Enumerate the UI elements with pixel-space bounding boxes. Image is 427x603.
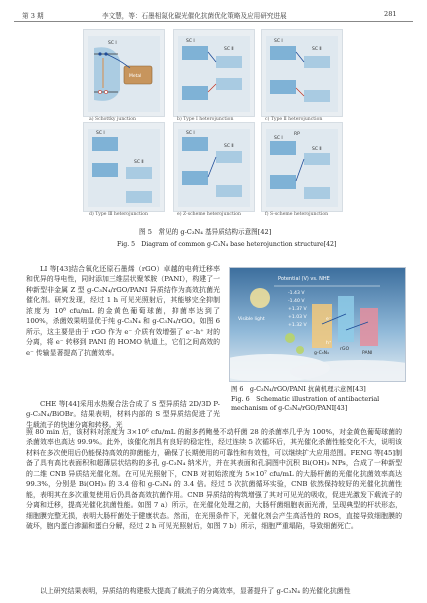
fig5-panel-d <box>83 122 165 212</box>
fig5-panel-e <box>173 122 255 212</box>
fig6-potential-1: -1.43 V <box>288 291 305 296</box>
fig5-label-a: a) Schottky junction <box>89 117 136 122</box>
body-paragraph-che: CHE 等[44]采用水热聚合法合成了 S 型异质结 2D/3D P-g-C₃N₄/BiOBr。结果表明，材料内部的 S 型异质结促进了光生载流子的快速分离和转移。光 <box>26 400 220 429</box>
fig6-potential-3: +1.37 V <box>288 307 307 312</box>
fig5-label-b: b) Type Ⅰ heterojunction <box>177 117 234 122</box>
fig5-f-sc2: SC Ⅱ <box>312 147 322 152</box>
fig6-rgo-label: rGO <box>340 347 350 352</box>
fig5-c-sc2: SC Ⅱ <box>312 47 322 52</box>
body-paragraph-li: LI 等[43]结合氧化还原石墨烯（rGO）卓越的电荷迁移率和优异的导电性，同时添加三维层状聚苯胺（PANI），构建了一种新型非金属 Z 型 g-C₃N₄/rGO/PANI 异质结作为高效抗菌光催化剂。研究发现，经过 1 h 可见光照射后，其能够完全抑制浓度为 10⁸ cfu/mL 的金黄色葡萄球菌，抑菌率达到了 100%，杀菌效果明显优于纯 g-C₃N₄ 和 g-C₃N₄/rGO。如图 6 所示，这主要是由于 rGO 作为 e⁻ 介质有效增强了 e⁻-h⁺ 对的分离，将 e⁻ 转移到 PANI 的 HOMO 轨道上，它们之间高效的 e⁻ 传输显著提高了抗菌效率。 <box>26 265 220 357</box>
fig5-f-rp: RP <box>294 132 300 137</box>
fig6-pani-label: PANI <box>362 351 373 356</box>
fig5-label-c: c) Type Ⅱ heterojunction <box>265 117 323 122</box>
fig5-label-f: f) S-scheme heterojunction <box>265 212 329 217</box>
fig5-e-sc1: SC Ⅰ <box>186 131 195 136</box>
page-number: 281 <box>384 10 397 18</box>
fig6-image <box>229 267 406 382</box>
fig6-caption-cn: 图 6 g-C₃N₄/rGO/PANI 抗菌机理示意图[43] <box>231 385 366 393</box>
fig6-potential-5: +1.32 V <box>288 323 307 328</box>
fig6-potential-4: +1.03 V <box>288 315 307 320</box>
fig5-panel-a <box>83 29 165 117</box>
fig5-a-sc1: SC Ⅰ <box>108 41 117 46</box>
fig5-d-sc1: SC Ⅰ <box>96 131 105 136</box>
fig6-caption-en: Fig. 6 Schematic illustration of antibacterial mechanism of g-C₃N₄/rGO/PANI[43] <box>231 395 380 412</box>
fig5-f-sc1: SC Ⅰ <box>274 136 283 141</box>
fig6-light-label: Visible light <box>238 317 265 322</box>
fig6-electron-label: e⁻ <box>326 317 332 322</box>
body-paragraph-conclusion: 以上研究结果表明，异质结的构建极大提高了载流子的分离效率，显著提升了 g-C₃N₄ 的光催化抗菌性 <box>40 587 351 595</box>
fig6-potential-label: Potential (V) vs. NHE <box>278 276 330 282</box>
fig5-b-sc2: SC Ⅱ <box>224 47 234 52</box>
fig5-panel-f <box>261 122 343 212</box>
fig6-gcn-label: g-C₃N₄ <box>314 351 329 356</box>
fig5-label-d: d) Type Ⅲ heterojunction <box>89 212 149 217</box>
fig5-b-sc1: SC Ⅰ <box>186 39 195 44</box>
fig5-label-e: e) Z-scheme heterojunction <box>177 212 242 217</box>
journal-issue: 第 3 期 <box>22 12 44 20</box>
fig5-d-sc2: SC Ⅱ <box>134 160 144 165</box>
fig6-hole-label: h⁺ <box>326 341 332 346</box>
fig5-a-metal: Metal <box>129 74 142 79</box>
running-title: 李文慧，等：石墨相氮化碳光催化抗菌优化策略及应用研究进展 <box>102 12 287 20</box>
fig5-panel-b <box>173 29 255 117</box>
fig5-caption-cn: 图 5 常见的 g-C₃N₄ 基异质结构示意图[42] <box>139 228 272 236</box>
body-paragraph-continued: 照 80 min 后，该材料对浓度为 3×10⁶ cfu/mL 的耐多药鲍曼不动杆菌 28 的杀菌率几乎为 100%，对金黄色葡萄球菌的杀菌效率也高达 99.9%。此外，该催化剂具有良好的稳定性，经过连续 5 次循环后，其光催化杀菌性能变化不大，说明该材料在多次使用后仍能保持高效的抑菌能力，确保了长期使用的可靠性和有效性，可以继续扩大应用范围。FENG 等[45]制备了具有高比表面积和超薄层状结构的多孔 g-C₃N₄ 纳米片，并在其表面和孔洞图中沉积 Bi(OH)₃ NPs，合成了一种新型的二维 CNB 异质结光催化剂。在可见光照射下，CNB 对初始浓度为 5×10⁷ cfu/mL 的大肠杆菌的光催化抗菌效率高达 99.3%，分别是 Bi(OH)₃ 的 3.4 倍和 g-C₃N₄ 的 3.4 倍。经过 5 次抗菌循环实验，CNB 依然保持较好的光催化抗菌性能，表明其在多次重复使用后仍具备高效抗菌作用。CNB 异质结的构筑增强了其对可见光的吸收，促进光激发下载流子的分离和迁移，提高光催化抗菌性能。如图 7 a）所示，在光催化处理之前，大肠杆菌细胞表面光滑，呈现典型的杆状形态，细胞膜完整无损，表明大肠杆菌处于健康状态。然而，在光照条件下，光催化剂会产生高活性的 ROS，直接导致细胞膜的破坏，胞内蛋白渗漏和蛋白分解，经过 2 h 可见光照射后，如图 7 b）所示，细胞严重塌陷，导致细菌死亡。 <box>26 428 402 531</box>
fig5-e-sc2: SC Ⅱ <box>224 144 234 149</box>
fig5-panel-c <box>261 29 343 117</box>
fig5-c-sc1: SC Ⅰ <box>274 39 283 44</box>
fig5-caption-en: Fig. 5 Diagram of common g-C₃N₄ base heterojunction structure[42] <box>117 241 337 248</box>
header-rule <box>14 21 413 22</box>
fig6-potential-2: -1.40 V <box>288 299 305 304</box>
